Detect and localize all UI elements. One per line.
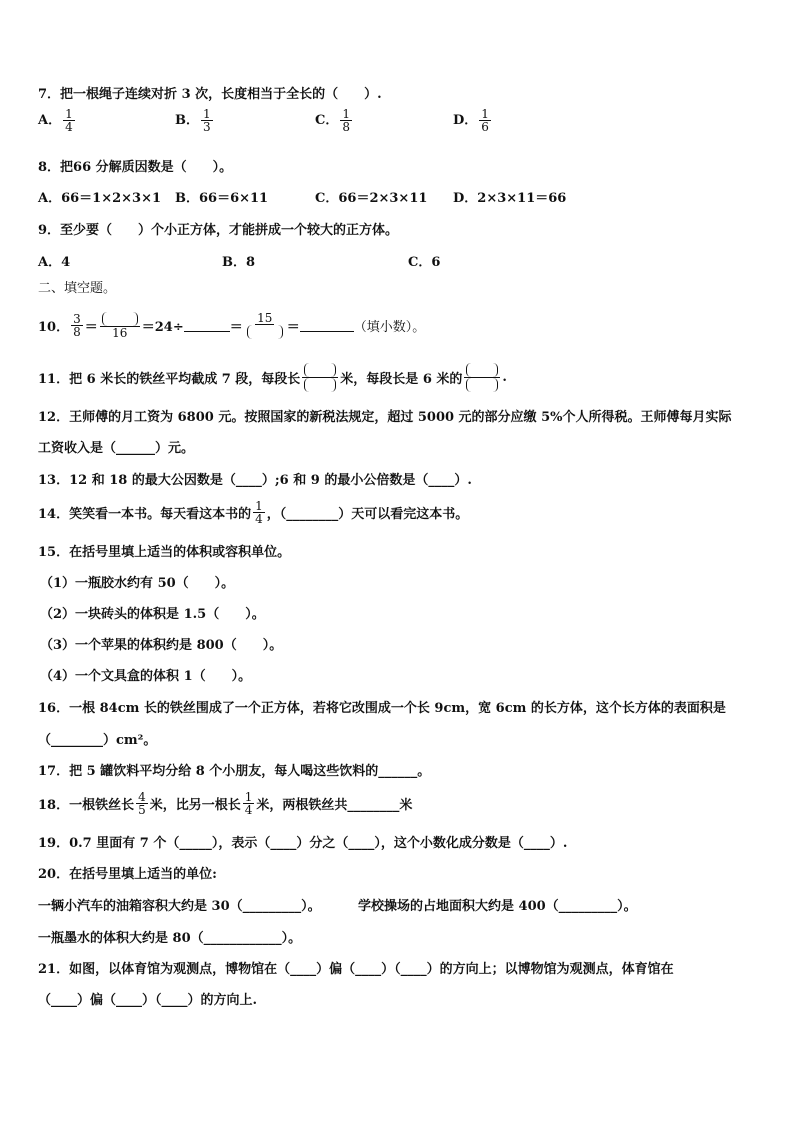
fraction [201, 108, 213, 133]
q16-line1: 16．一根 84cm 长的铁丝围成了一个正方体，若将它改围成一个长 9cm，宽 6cm 的长方体，这个长方体的表面积是 [38, 701, 726, 716]
q9-option-a[interactable]: A．4 [38, 255, 71, 270]
q15-item-4: （4）一个文具盒的体积 1（ ）。 [40, 669, 252, 684]
answer-blank[interactable] [300, 319, 354, 332]
denominator: 4 [244, 802, 253, 817]
denominator-blank[interactable] [245, 325, 285, 339]
q11-text-b: 米，每段长是 6 米的 [340, 371, 463, 387]
q7-option-a[interactable] [38, 108, 77, 133]
numerator: 1 [342, 107, 350, 121]
q16-line2: （________）cm²。 [38, 733, 157, 748]
equals-sign: ＝ [84, 319, 98, 335]
equals-sign: ＝ [229, 319, 243, 335]
q20-item-a: 一辆小汽车的油箱容积大约是 30（_________）。 [38, 899, 321, 914]
denominator: 3 [203, 120, 211, 134]
option-letter: C． [315, 113, 339, 128]
q13: 13．12 和 18 的最大公因数是（____）;6 和 9 的最小公倍数是（____）. [38, 473, 472, 488]
numerator: 4 [138, 789, 146, 804]
numerator: 15 [257, 310, 273, 325]
q20-item-c: 一瓶墨水的体积大约是 80（____________）。 [38, 931, 302, 946]
q7-option-b[interactable] [175, 108, 215, 133]
q19: 19．0.7 里面有 7 个（_____），表示（____）分之（____），这个小数化成分数是（____）. [38, 836, 568, 851]
q12-line2: 工资收入是（______）元。 [38, 441, 195, 456]
answer-blank[interactable] [184, 319, 230, 332]
option-letter: B． [175, 113, 199, 128]
numerator: 1 [481, 107, 489, 121]
fraction-1-4 [243, 791, 255, 816]
q9-option-b[interactable]: B．8 [222, 255, 256, 270]
option-letter: A． [38, 113, 62, 128]
denominator: 16 [112, 325, 128, 340]
q12-line1: 12．王师傅的月工资为 6800 元。按照国家的新税法规定，超过 5000 元的部分应缴 5%个人所得税。王师傅每月实际 [38, 410, 732, 425]
q7-stem: 7．把一根绳子连续对折 3 次，长度相当于全长的（ ）. [38, 87, 382, 102]
q21-line2: （____）偏（____）（____）的方向上. [38, 993, 258, 1008]
q18 [38, 785, 412, 821]
q7-option-d[interactable] [453, 108, 493, 133]
option-letter: D． [453, 113, 478, 128]
equals-sign: ＝ [286, 319, 300, 335]
denominator: 5 [138, 802, 146, 817]
note: （填小数）。 [353, 319, 426, 335]
q7-option-c[interactable] [315, 108, 354, 133]
division-text: ＝24÷ [141, 319, 184, 335]
q14-text-a: 14．笑笑看一本书。每天看这本书的 [38, 506, 252, 522]
fraction-15-blank [245, 312, 285, 339]
q9-option-c[interactable]: C．6 [408, 255, 441, 270]
fraction [63, 108, 75, 133]
q20-stem: 20．在括号里填上适当的单位: [38, 867, 217, 882]
fraction [479, 108, 491, 133]
denominator: 6 [481, 120, 489, 134]
fraction [340, 108, 352, 133]
denominator: 8 [73, 324, 81, 339]
fraction-blank-16 [100, 312, 140, 339]
q15-item-2: （2）一块砖头的体积是 1.5（ ）。 [40, 607, 265, 622]
fraction-3-8 [71, 313, 83, 338]
denominator: 4 [255, 511, 263, 526]
section-heading: 二、填空题。 [38, 281, 117, 296]
q21-line1: 21．如图，以体育馆为观测点，博物馆在（____）偏（____）（____）的方向上；以博物馆为观测点，体育馆在 [38, 962, 674, 977]
q15-item-1: （1）一瓶胶水约有 50（ ）。 [40, 576, 235, 591]
denominator: 8 [342, 120, 350, 134]
q8-option-c[interactable]: C．66＝2×3×11 [315, 191, 428, 206]
q8-option-d[interactable]: D．2×3×11＝66 [453, 191, 567, 206]
q11 [38, 358, 507, 396]
numerator-blank[interactable] [100, 312, 140, 327]
q15-item-3: （3）一个苹果的体积约是 800（ ）。 [40, 638, 283, 653]
fraction-blank[interactable] [302, 363, 338, 392]
numerator: 3 [73, 311, 81, 326]
numerator: 1 [244, 789, 253, 804]
q14 [38, 494, 468, 530]
q15-stem: 15．在括号里填上适当的体积或容积单位。 [38, 545, 291, 560]
q11-text-c: . [502, 369, 507, 385]
q20-item-b: 学校操场的占地面积大约是 400（_________）。 [358, 899, 637, 914]
numerator: 1 [65, 107, 73, 121]
q17: 17．把 5 罐饮料平均分给 8 个小朋友，每人喝这些饮料的______。 [38, 764, 431, 779]
q8-stem: 8．把66 分解质因数是（ ）。 [38, 160, 233, 175]
q9-stem: 9．至少要（ ）个小正方体，才能拼成一个较大的正方体。 [38, 223, 399, 238]
q8-option-a[interactable]: A．66＝1×2×3×1 [38, 191, 162, 206]
q11-text-a: 11．把 6 米长的铁丝平均截成 7 段，每段长 [38, 371, 301, 387]
q18-text-b: 米，比另一根长 [149, 797, 241, 813]
fraction-4-5 [136, 791, 148, 816]
question-number: 10． [38, 319, 70, 335]
numerator: 1 [255, 498, 263, 513]
q18-text-c: 米，两根铁丝共________米 [256, 797, 413, 813]
numerator: 1 [203, 107, 211, 121]
denominator: 4 [65, 120, 73, 134]
q18-text-a: 18．一根铁丝长 [38, 797, 135, 813]
fraction-blank[interactable] [464, 363, 500, 392]
fraction-1-4 [253, 500, 265, 525]
q14-text-b: ，（________）天可以看完这本书。 [266, 506, 469, 522]
q10 [38, 305, 425, 345]
q8-option-b[interactable]: B．66＝6×11 [175, 191, 269, 206]
